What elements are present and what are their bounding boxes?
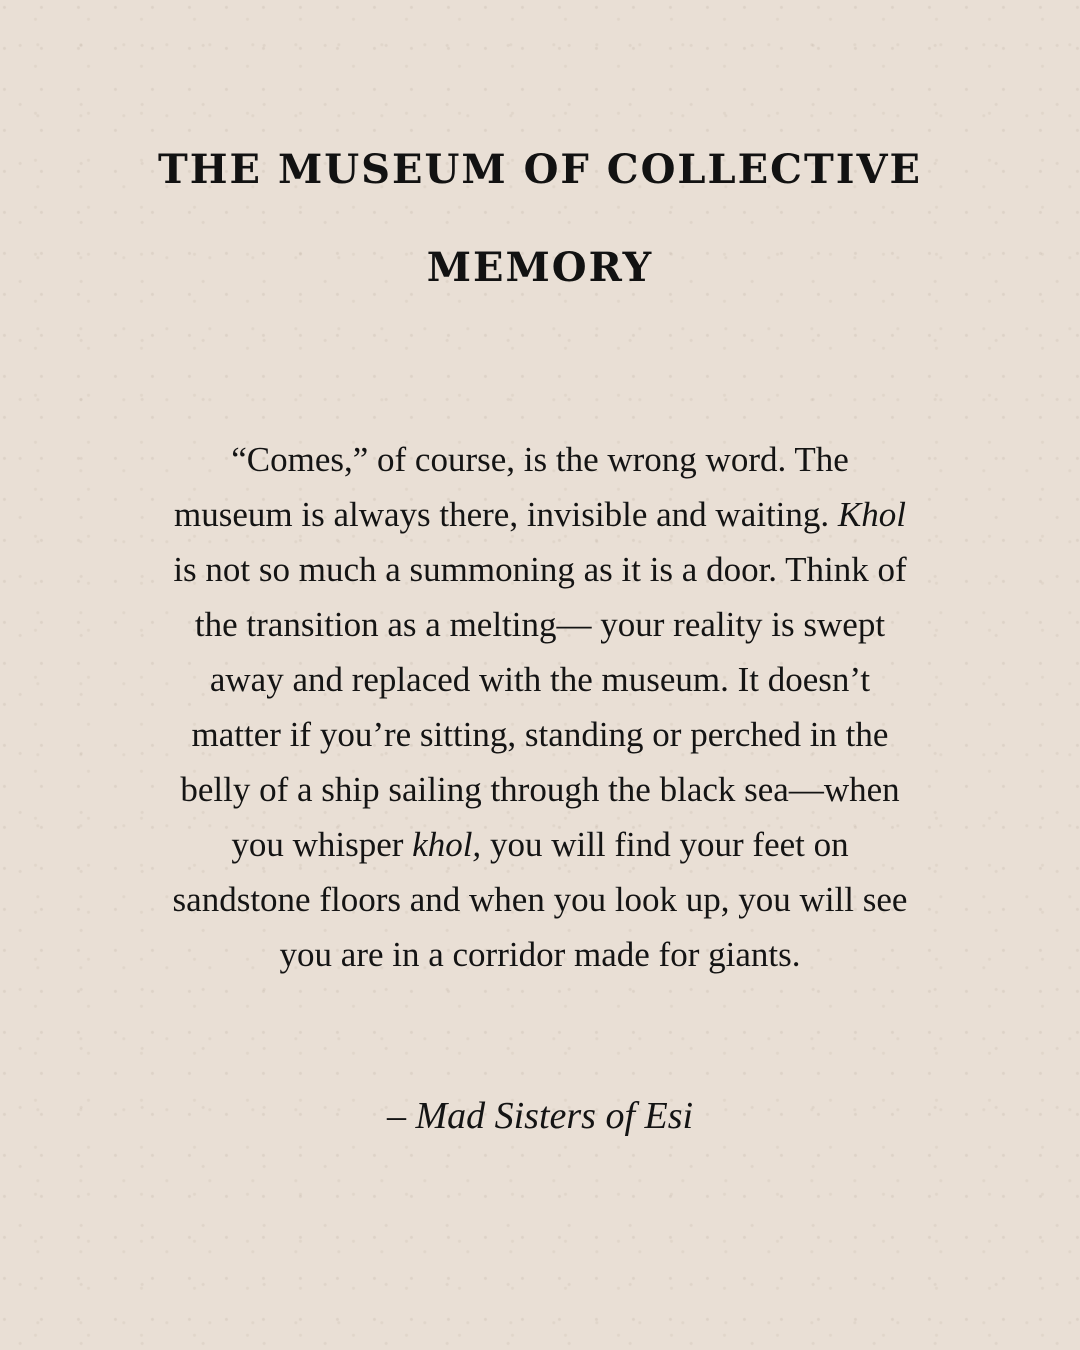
passage-line: is not so much a summoning as it is a door. Think of bbox=[173, 550, 907, 589]
passage-text: you will find your feet on bbox=[481, 825, 849, 864]
passage-line bbox=[110, 817, 970, 872]
passage-line: away and replaced with the museum. It doesn’t bbox=[209, 660, 871, 699]
passage-emphasis: khol, bbox=[412, 825, 482, 864]
passage-line: sandstone floors and when you look up, you will see bbox=[172, 880, 908, 919]
quote-passage bbox=[110, 432, 970, 982]
title-line-1: THE MUSEUM OF COLLECTIVE bbox=[157, 146, 922, 193]
passage-line: you are in a corridor made for giants. bbox=[279, 935, 801, 974]
passage-line: matter if you’re sitting, standing or perched in the bbox=[191, 715, 889, 754]
passage-line: belly of a ship sailing through the black sea—when bbox=[180, 770, 900, 809]
passage-text: museum is always there, invisible and waiting. bbox=[174, 495, 838, 534]
passage-line: “Comes,” of course, is the wrong word. The bbox=[231, 440, 849, 479]
passage-emphasis: Khol bbox=[837, 495, 906, 534]
passage-line bbox=[110, 487, 970, 542]
passage-text: you whisper bbox=[231, 825, 413, 864]
passage-line: the transition as a melting— your reality is swept bbox=[194, 605, 886, 644]
title-line-2: MEMORY bbox=[426, 244, 654, 291]
attribution: – Mad Sisters of Esi bbox=[386, 1095, 694, 1137]
